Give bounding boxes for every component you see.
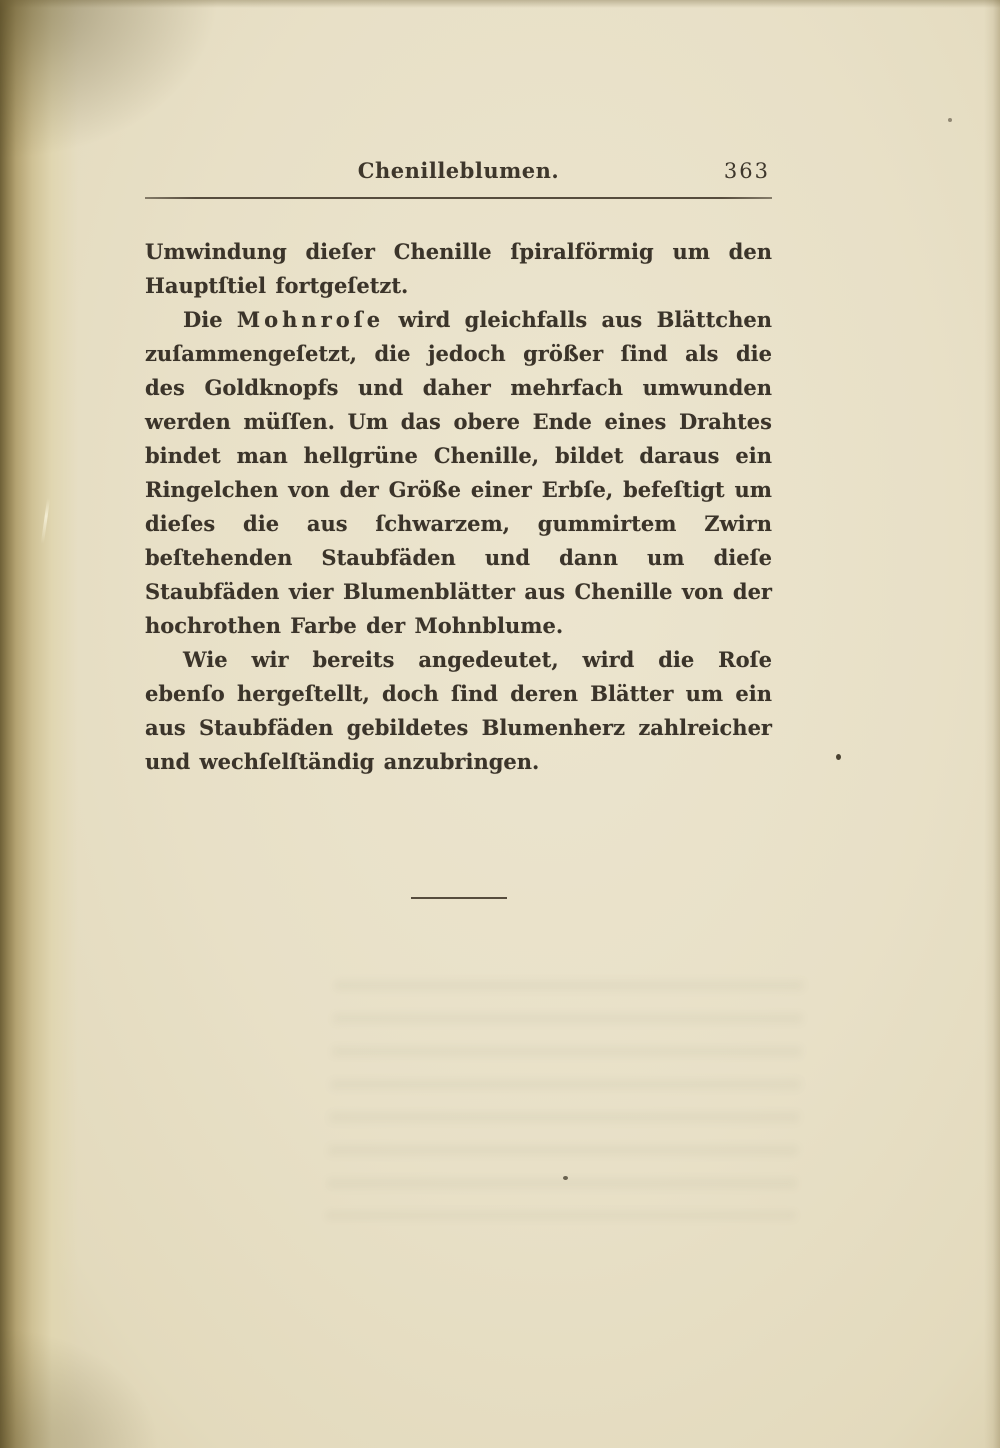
paper-speck — [836, 754, 841, 760]
paper-scratch — [41, 498, 50, 544]
top-edge-shadow — [0, 0, 1000, 8]
reverse-page-show-through — [326, 980, 804, 1220]
paragraph-text: wird gleichfalls aus Blättchen zuſammengeſetzt, die jedoch größer ſind als die des Goldknopfs und daher mehrfach umwunden werden müſſen. Um das obere Ende eines Drahtes bindet man hellgrüne Chenille, bildet daraus ein Ringelchen von der Größe einer Erbſe, befeſtigt um dieſes die aus ſchwarzem, gummirtem Zwirn beſtehenden Staubfäden und dann um dieſe Staubfäden vier Blumenblätter aus Chenille von der hochrothen Farbe der Mohnblume. — [145, 307, 772, 638]
paragraph — [145, 303, 772, 643]
paper-speck — [948, 118, 952, 122]
top-left-corner-shadow — [0, 0, 220, 160]
running-header-title: Chenilleblumen. — [357, 158, 560, 183]
right-edge-shadow — [984, 0, 1000, 1448]
bottom-left-corner-shadow — [0, 1328, 160, 1448]
section-divider — [411, 897, 507, 899]
body-text — [145, 235, 772, 899]
paragraph: Wie wir bereits angedeutet, wird die Roſe ebenſo hergeſtellt, doch ſind deren Blätter um ein aus Staubfäden gebildetes Blumenherz zahlreicher und wechſelſtändig anzubringen. — [145, 647, 772, 774]
paper-speck — [563, 1176, 568, 1180]
text-column — [145, 158, 772, 899]
running-header — [145, 158, 772, 184]
emphasized-word: Mohnroſe — [236, 307, 385, 332]
page-number: 363 — [723, 159, 770, 183]
paragraph-text: Die — [183, 307, 237, 332]
paragraph: Umwindung dieſer Chenille ſpiralförmig um den Hauptſtiel fortgeſetzt. — [145, 239, 772, 298]
header-rule — [145, 197, 772, 199]
binding-edge-shadow — [0, 0, 78, 1448]
